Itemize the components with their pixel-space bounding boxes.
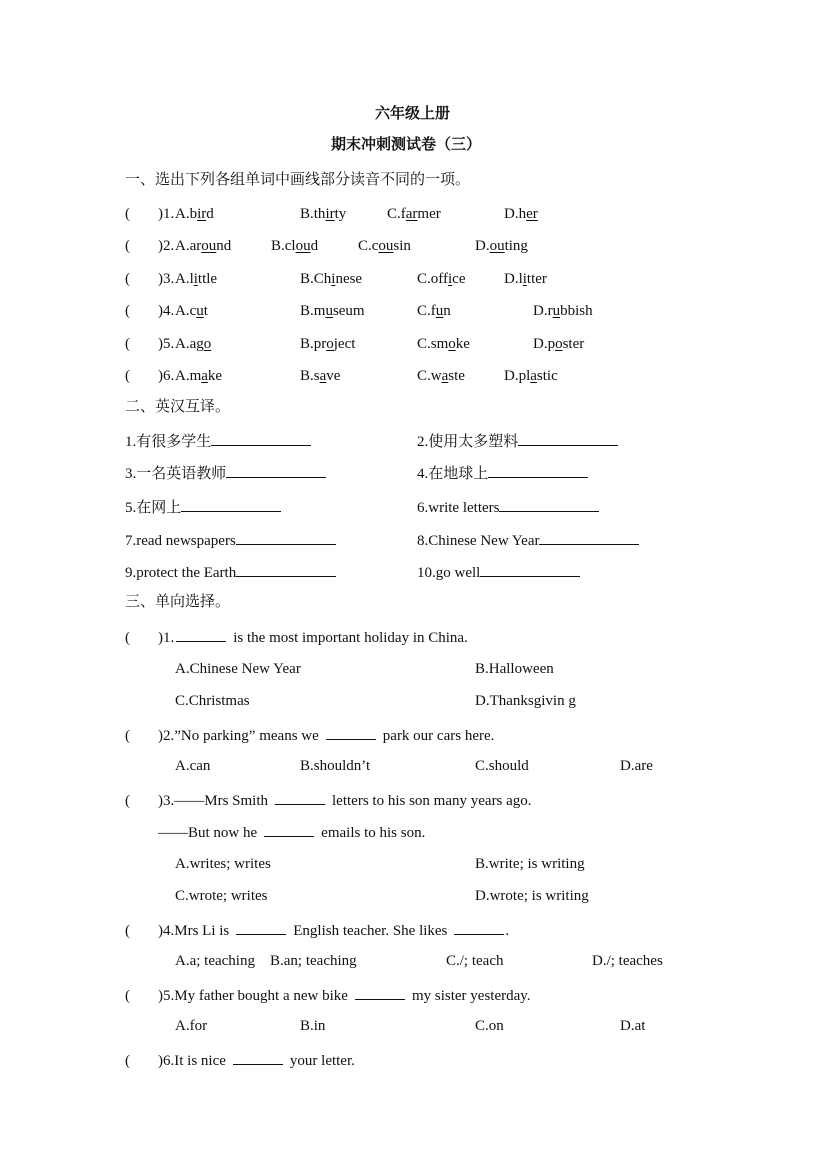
- option-a: [175, 207, 214, 222]
- close-paren: ): [158, 923, 163, 939]
- open-paren: (: [125, 271, 130, 287]
- question-number: 6.: [163, 1053, 175, 1069]
- option-prefix: B.pr: [300, 336, 327, 352]
- option-suffix: t: [203, 303, 208, 319]
- answer-blank[interactable]: [488, 465, 588, 478]
- question-text-pre: It is nice: [174, 1053, 226, 1069]
- answer-blank[interactable]: [236, 922, 286, 935]
- open-paren: (: [125, 630, 130, 646]
- translation-prompt: 8.Chinese New Year: [417, 533, 540, 549]
- answer-blank[interactable]: [480, 564, 580, 577]
- option-suffix: stic: [536, 368, 558, 384]
- question-text-pre: Mrs Li is: [174, 923, 230, 939]
- question-5: [125, 987, 531, 1004]
- option-c: [417, 369, 465, 384]
- translation-prompt: 4.在地球上: [417, 466, 489, 482]
- option-suffix: ve: [326, 368, 341, 384]
- question-number: 6.: [163, 368, 175, 384]
- option-prefix: C.off: [417, 271, 448, 287]
- underlined-letters: a: [441, 368, 449, 384]
- close-paren: ): [158, 303, 163, 319]
- translation-prompt: 9.protect the Earth: [125, 565, 237, 581]
- option-prefix: D.pl: [504, 368, 531, 384]
- translation-item: [417, 465, 588, 482]
- underlined-letters: u: [325, 303, 333, 319]
- option-a: A.for: [175, 1018, 208, 1034]
- section3-heading: 三、单向选择。: [125, 594, 231, 610]
- option-d: D./; teaches: [592, 953, 663, 969]
- option-prefix: B.cl: [271, 238, 296, 254]
- question-text-post: park our cars here.: [382, 728, 495, 744]
- option-c: [417, 272, 465, 287]
- option-prefix: B.s: [300, 368, 320, 384]
- underlined-letters: ou: [295, 238, 311, 254]
- answer-blank[interactable]: [226, 465, 326, 478]
- underlined-letters: u: [196, 303, 204, 319]
- option-suffix: ster: [562, 336, 585, 352]
- option-b: [300, 337, 355, 352]
- close-paren: ): [158, 630, 163, 646]
- question-number: 5.: [163, 336, 175, 352]
- option-d: D.wrote; is writing: [475, 888, 589, 904]
- question-number: 1.: [163, 630, 175, 646]
- underlined-letters: i: [522, 271, 527, 287]
- grade-label: 六年级上册: [375, 106, 451, 122]
- underlined-letters: ir: [197, 206, 207, 222]
- close-paren: ): [158, 336, 163, 352]
- question-text-pre: ——But now he: [158, 825, 258, 841]
- translation-prompt: 10.go well: [417, 565, 481, 581]
- close-paren: ): [158, 793, 163, 809]
- question-number: 2.: [163, 238, 175, 254]
- option-c: C.Christmas: [175, 693, 250, 709]
- translation-prompt: 1.有很多学生: [125, 434, 212, 450]
- open-paren: (: [125, 303, 130, 319]
- option-d: D.at: [620, 1018, 646, 1034]
- option-suffix: tter: [526, 271, 547, 287]
- underlined-letters: a: [201, 368, 208, 384]
- answer-paren[interactable]: [125, 239, 174, 254]
- underlined-letters: o: [326, 336, 334, 352]
- question-4: [125, 922, 509, 939]
- option-c: C.should: [475, 758, 529, 774]
- translation-item: [125, 499, 281, 516]
- answer-blank[interactable]: [211, 433, 311, 446]
- option-suffix: seum: [332, 303, 365, 319]
- open-paren: (: [125, 368, 130, 384]
- close-paren: ): [158, 1053, 163, 1069]
- option-b: [300, 369, 340, 384]
- open-paren: (: [125, 923, 130, 939]
- answer-blank[interactable]: [275, 792, 325, 805]
- option-a: A.can: [175, 758, 211, 774]
- question-text-pre: My father bought a new bike: [174, 988, 348, 1004]
- answer-blank[interactable]: [236, 564, 336, 577]
- question-number: 4.: [163, 923, 175, 939]
- option-d: [533, 304, 593, 319]
- option-b: B.in: [300, 1018, 326, 1034]
- option-suffix: ke: [455, 336, 470, 352]
- option-suffix: mer: [417, 206, 441, 222]
- translation-prompt: 2.使用太多塑料: [417, 434, 519, 450]
- option-prefix: B.th: [300, 206, 326, 222]
- translation-item: [417, 564, 580, 581]
- translation-item: [125, 532, 336, 549]
- option-a: [175, 337, 211, 352]
- option-suffix: ject: [333, 336, 356, 352]
- translation-item: [417, 499, 599, 516]
- question-6: [125, 1052, 355, 1069]
- underlined-letters: u: [552, 303, 561, 319]
- answer-paren[interactable]: [125, 304, 174, 319]
- option-b: [300, 272, 362, 287]
- option-prefix: C.f: [387, 206, 406, 222]
- option-suffix: ty: [334, 206, 347, 222]
- underlined-letters: ar: [405, 206, 418, 222]
- option-suffix: ke: [207, 368, 223, 384]
- section2-heading: 二、英汉互译。: [125, 399, 231, 415]
- option-prefix: B.m: [300, 303, 326, 319]
- option-prefix: D.l: [504, 271, 523, 287]
- question-text-post: my sister yesterday.: [411, 988, 531, 1004]
- question-number: 3.: [163, 271, 175, 287]
- translation-prompt: 3.一名英语教师: [125, 466, 227, 482]
- translation-item: [417, 532, 639, 549]
- option-a: [175, 272, 217, 287]
- underlined-letters: ir: [325, 206, 335, 222]
- question-text-post: letters to his son many years ago.: [332, 793, 532, 809]
- option-b: [300, 207, 346, 222]
- option-prefix: A.ar: [175, 238, 202, 254]
- close-paren: ): [158, 988, 163, 1004]
- question-text-pre: ”No parking” means we: [174, 728, 319, 744]
- option-suffix: sin: [393, 238, 411, 254]
- option-prefix: D.h: [504, 206, 527, 222]
- option-suffix: ttle: [197, 271, 218, 287]
- option-c: [358, 239, 411, 254]
- translation-item: [417, 433, 618, 450]
- underlined-letters: o: [555, 336, 563, 352]
- answer-paren[interactable]: [125, 369, 174, 384]
- option-a: A.Chinese New Year: [175, 661, 301, 677]
- underlined-letters: er: [526, 206, 538, 222]
- option-c: C./; teach: [446, 953, 504, 969]
- underlined-letters: o: [203, 336, 212, 352]
- option-c: C.wrote; writes: [175, 888, 268, 904]
- translation-prompt: 6.write letters: [417, 500, 500, 516]
- answer-paren[interactable]: [125, 207, 174, 222]
- open-paren: (: [125, 336, 130, 352]
- close-paren: ): [158, 368, 163, 384]
- close-paren: ): [158, 728, 163, 744]
- question-3-line2: [158, 824, 425, 841]
- answer-blank[interactable]: [181, 499, 281, 512]
- option-b: [300, 304, 365, 319]
- option-d: D.are: [620, 758, 653, 774]
- option-d: [533, 337, 584, 352]
- question-number: 2.: [163, 728, 175, 744]
- question-number: 1.: [163, 206, 175, 222]
- open-paren: (: [125, 988, 130, 1004]
- option-prefix: C.sm: [417, 336, 449, 352]
- underlined-letters: i: [447, 271, 453, 287]
- translation-item: [125, 433, 311, 450]
- open-paren: (: [125, 728, 130, 744]
- translation-item: [125, 564, 336, 581]
- translation-prompt: 5.在网上: [125, 500, 182, 516]
- option-d: [504, 207, 538, 222]
- option-prefix: A.ag: [175, 336, 204, 352]
- option-b: B.write; is writing: [475, 856, 585, 872]
- underlined-letters: ou: [489, 238, 505, 254]
- underlined-letters: a: [319, 368, 327, 384]
- option-prefix: C.f: [417, 303, 436, 319]
- option-prefix: B.Ch: [300, 271, 332, 287]
- answer-blank[interactable]: [454, 922, 504, 935]
- option-suffix: nd: [216, 238, 232, 254]
- answer-blank[interactable]: [539, 532, 639, 545]
- question-text: is the most important holiday in China.: [233, 630, 468, 646]
- option-prefix: A.l: [175, 271, 194, 287]
- option-prefix: A.b: [175, 206, 198, 222]
- option-b: B.an; teaching: [270, 953, 357, 969]
- open-paren: (: [125, 206, 130, 222]
- option-a: [175, 369, 222, 384]
- question-number: 5.: [163, 988, 175, 1004]
- option-d: [504, 369, 558, 384]
- question-number: 4.: [163, 303, 175, 319]
- option-suffix: ste: [448, 368, 465, 384]
- question-text-post: emails to his son.: [321, 825, 426, 841]
- option-b: B.Halloween: [475, 661, 554, 677]
- answer-blank[interactable]: [518, 433, 618, 446]
- option-c: [387, 207, 441, 222]
- question-text-post: .: [505, 923, 510, 939]
- underlined-letters: i: [193, 271, 198, 287]
- option-b: [271, 239, 318, 254]
- option-b: B.shouldn’t: [300, 758, 371, 774]
- option-prefix: C.c: [358, 238, 379, 254]
- option-a: [175, 304, 208, 319]
- open-paren: (: [125, 793, 130, 809]
- answer-blank[interactable]: [355, 987, 405, 1000]
- option-a: A.a; teaching: [175, 953, 255, 969]
- option-a: A.writes; writes: [175, 856, 271, 872]
- underlined-letters: o: [448, 336, 456, 352]
- open-paren: (: [125, 238, 130, 254]
- option-suffix: n: [443, 303, 451, 319]
- translation-prompt: 7.read newspapers: [125, 533, 236, 549]
- question-2: [125, 727, 494, 744]
- option-suffix: d: [206, 206, 214, 222]
- option-suffix: ting: [504, 238, 528, 254]
- answer-blank[interactable]: [176, 629, 226, 642]
- close-paren: ): [158, 271, 163, 287]
- option-suffix: d: [310, 238, 319, 254]
- underlined-letters: a: [530, 368, 537, 384]
- option-prefix: A.c: [175, 303, 197, 319]
- question-number: 3.: [163, 793, 175, 809]
- question-text-mid: English teacher. She likes: [293, 923, 448, 939]
- answer-blank[interactable]: [233, 1052, 283, 1065]
- open-paren: (: [125, 1053, 130, 1069]
- option-d: [504, 272, 547, 287]
- answer-blank[interactable]: [499, 499, 599, 512]
- question-1: [125, 629, 468, 646]
- close-paren: ): [158, 238, 163, 254]
- option-suffix: bbish: [560, 303, 593, 319]
- answer-paren[interactable]: [125, 337, 174, 352]
- answer-blank[interactable]: [236, 532, 336, 545]
- underlined-letters: u: [435, 303, 444, 319]
- option-c: [417, 304, 451, 319]
- option-c: C.on: [475, 1018, 504, 1034]
- section1-heading: 一、选出下列各组单词中画线部分读音不同的一项。: [125, 172, 471, 188]
- question-text-pre: ——Mrs Smith: [174, 793, 269, 809]
- underlined-letters: ou: [378, 238, 394, 254]
- option-suffix: nese: [335, 271, 363, 287]
- option-d: [475, 239, 528, 254]
- option-d: D.Thanksgivin g: [475, 693, 576, 709]
- option-c: [417, 337, 470, 352]
- underlined-letters: ou: [201, 238, 217, 254]
- option-prefix: A.m: [175, 368, 202, 384]
- answer-blank[interactable]: [326, 727, 376, 740]
- translation-item: [125, 465, 326, 482]
- page-title: 期末冲刺测试卷（三）: [331, 137, 482, 153]
- option-prefix: D.r: [533, 303, 553, 319]
- close-paren: ): [158, 206, 163, 222]
- option-prefix: C.w: [417, 368, 442, 384]
- option-prefix: D.: [475, 238, 490, 254]
- answer-blank[interactable]: [264, 824, 314, 837]
- option-a: [175, 239, 231, 254]
- question-3: [125, 792, 532, 809]
- option-prefix: D.p: [533, 336, 556, 352]
- underlined-letters: i: [331, 271, 336, 287]
- question-text-post: your letter.: [289, 1053, 355, 1069]
- answer-paren[interactable]: [125, 272, 174, 287]
- option-suffix: ce: [452, 271, 466, 287]
